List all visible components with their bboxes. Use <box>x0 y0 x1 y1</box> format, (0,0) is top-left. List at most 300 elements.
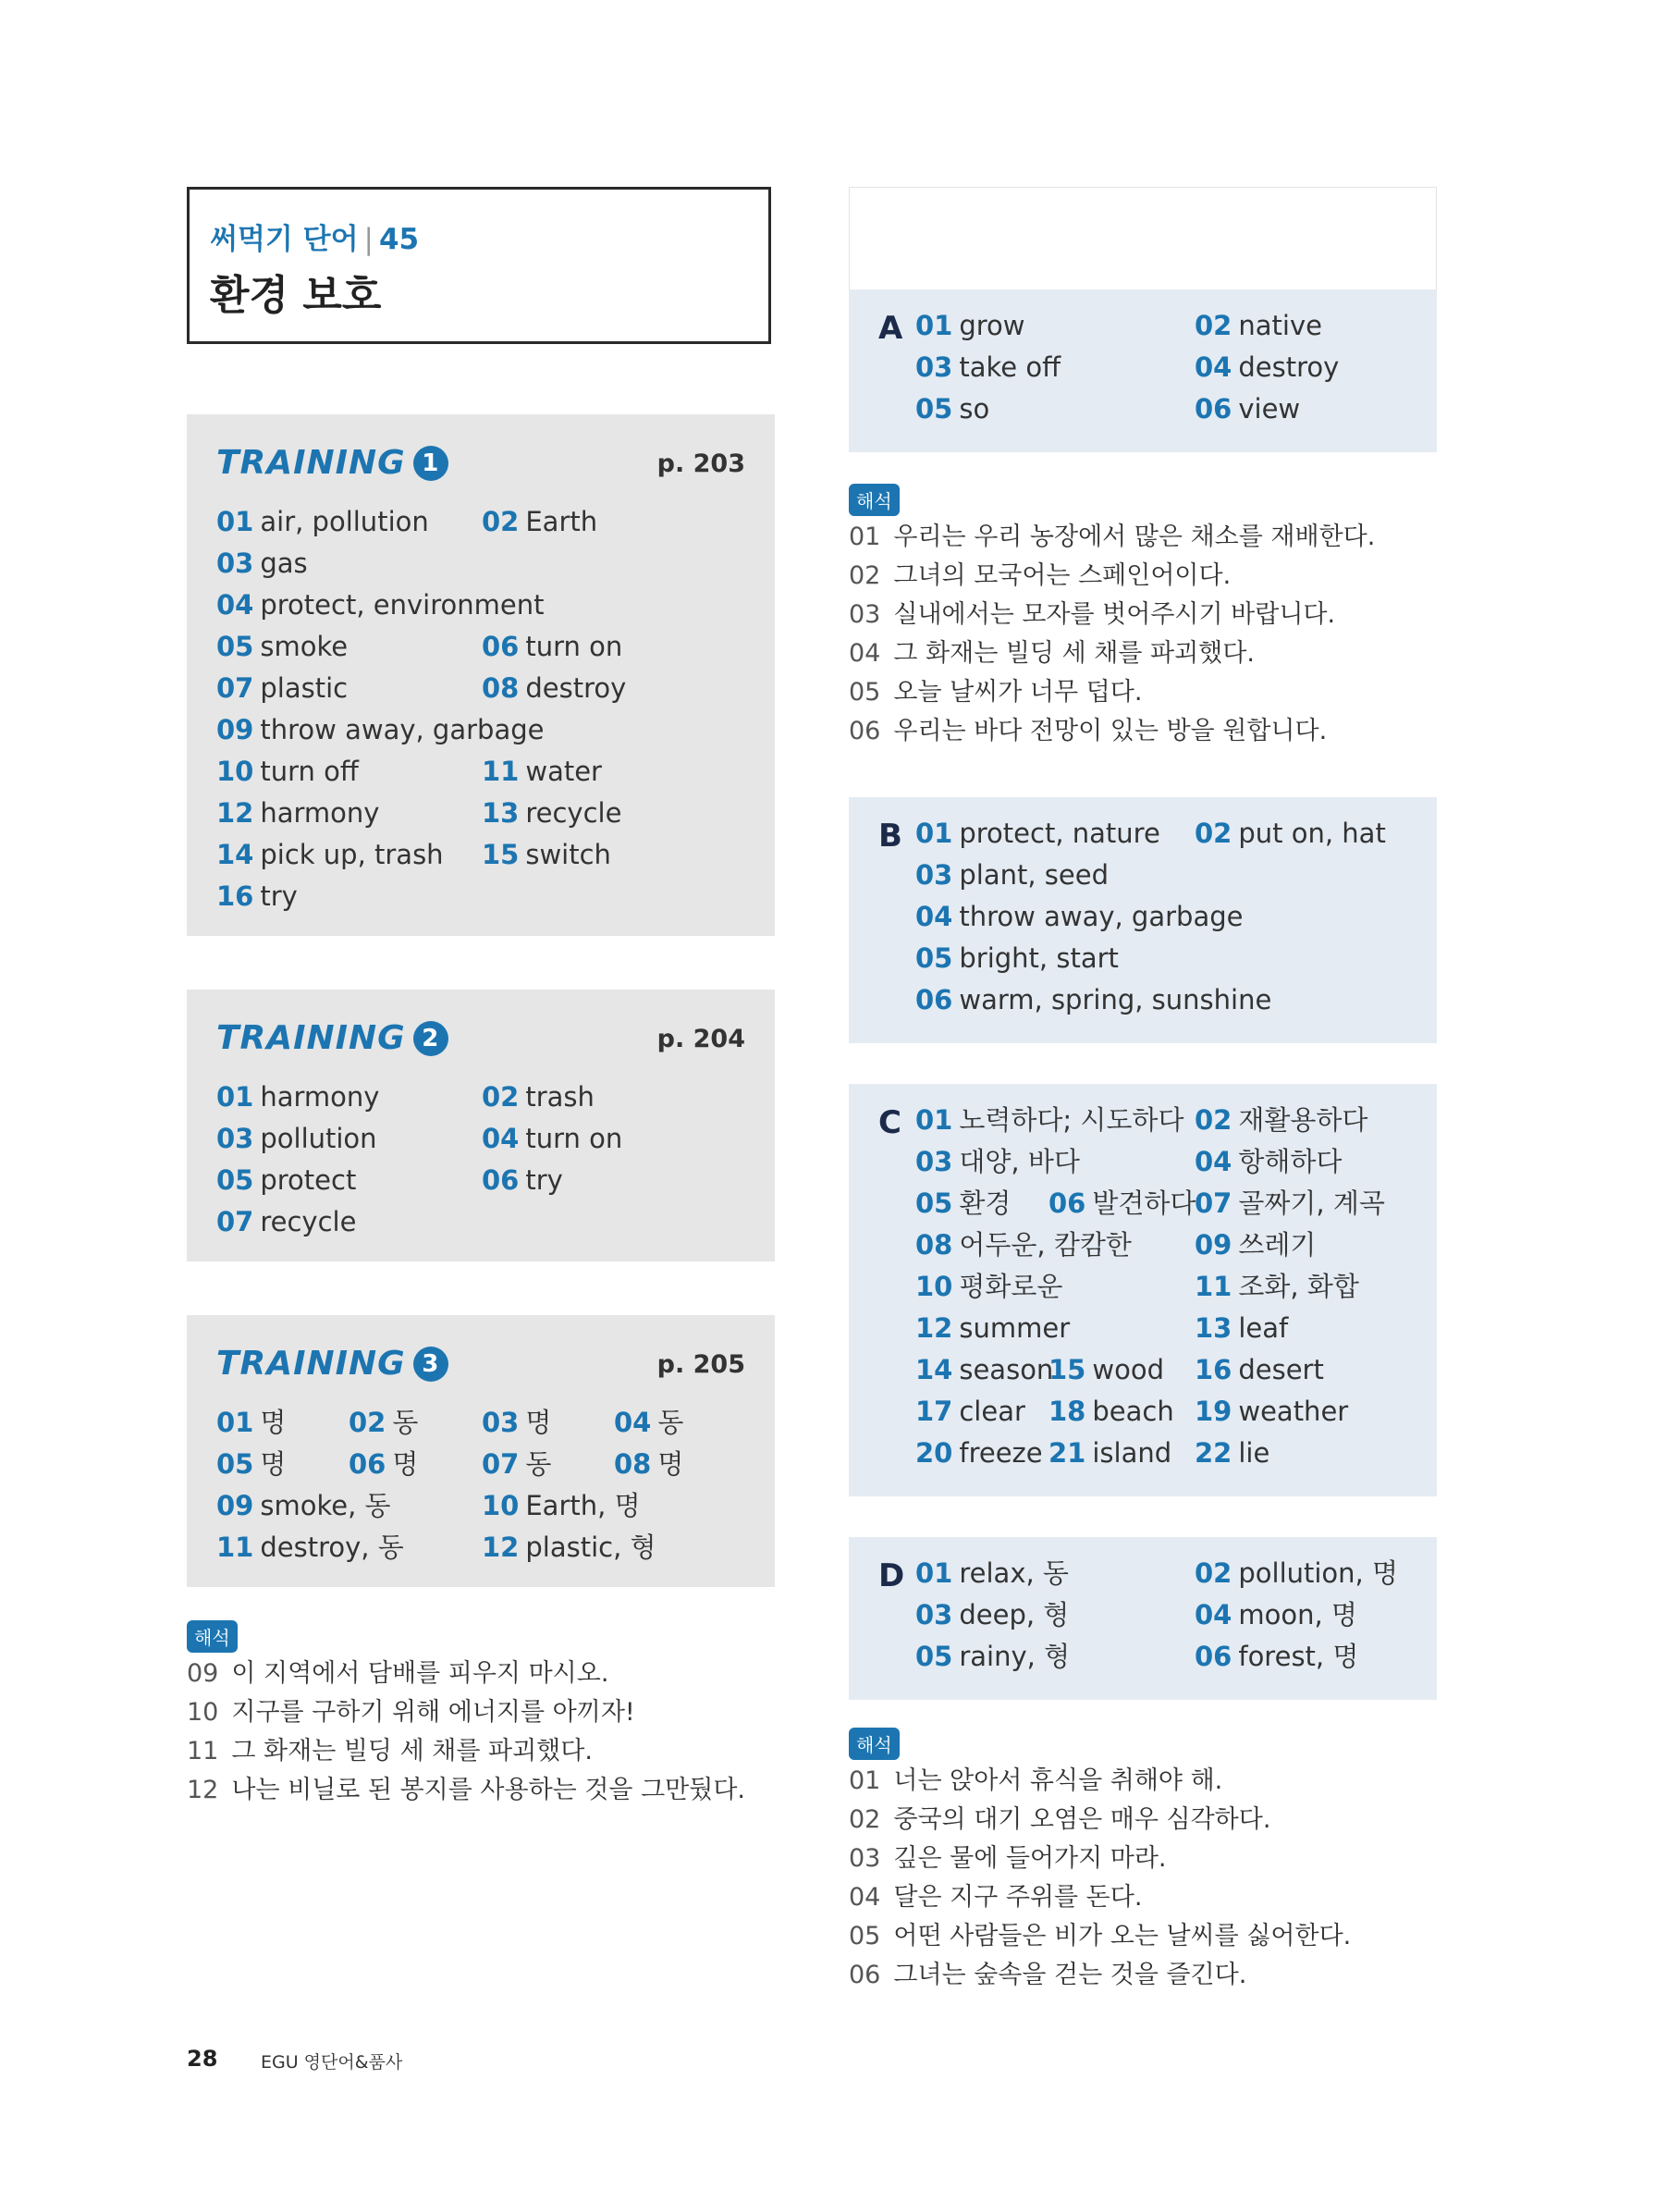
answer-item <box>1195 813 1474 855</box>
answer-text: 재활용하다 <box>1238 1104 1368 1136</box>
answer-item <box>1195 855 1474 896</box>
answer-item <box>1195 1636 1474 1678</box>
answer-item <box>216 1444 349 1485</box>
answer-number: 05 <box>915 1187 953 1219</box>
translation-text: 오늘 날씨가 너무 덥다. <box>893 678 1143 707</box>
translation-number: 01 <box>849 523 881 551</box>
answer-text: 발견하다 <box>1092 1187 1196 1219</box>
answer-number: 10 <box>216 756 254 787</box>
answer-item <box>216 709 545 751</box>
answer-text: season <box>959 1354 1054 1385</box>
answer-item <box>216 501 482 543</box>
answer-item <box>482 1077 747 1118</box>
answer-number: 03 <box>482 1407 520 1438</box>
answer-text: view <box>1238 393 1301 424</box>
answer-number: 12 <box>482 1532 520 1563</box>
section-d-answers <box>915 1553 1474 1678</box>
answer-number: 02 <box>1195 310 1232 341</box>
answer-item <box>216 1160 482 1201</box>
answer-number: 01 <box>216 506 254 537</box>
answer-item <box>915 1594 1195 1636</box>
answer-item <box>915 305 1195 347</box>
translation-number: 09 <box>187 1659 219 1688</box>
answer-item <box>216 876 482 917</box>
answer-number: 04 <box>482 1123 520 1154</box>
answer-text: desert <box>1238 1354 1324 1385</box>
translation-text: 중국의 대기 오염은 매우 심각하다. <box>893 1805 1271 1834</box>
book-title: EGU 영단어&품사 <box>261 2052 403 2073</box>
answer-text: 환경 <box>959 1187 1012 1219</box>
section-a-answers <box>915 305 1474 430</box>
answer-text: water <box>525 756 602 787</box>
translation-number: 10 <box>187 1698 219 1727</box>
answer-item <box>915 1349 1054 1391</box>
answer-item <box>1195 305 1474 347</box>
answer-number: 08 <box>482 672 520 704</box>
answer-text: Earth, 명 <box>525 1490 641 1521</box>
answer-number: 10 <box>482 1490 520 1521</box>
answer-text: throw away, garbage <box>959 901 1244 932</box>
answer-number: 06 <box>915 984 953 1015</box>
training-3-number: 3 <box>413 1347 448 1382</box>
answer-number: 16 <box>1195 1354 1232 1385</box>
training-2-logo <box>216 1019 448 1057</box>
training-3-row-2 <box>216 1444 747 1485</box>
answer-item <box>915 1636 1195 1678</box>
answer-number: 06 <box>349 1448 386 1480</box>
answer-text: warm, spring, sunshine <box>959 984 1272 1015</box>
answer-text: plant, seed <box>959 859 1109 891</box>
answer-item <box>915 388 1195 430</box>
translation-number: 11 <box>187 1737 219 1766</box>
answer-item <box>915 1224 1132 1266</box>
answer-item <box>1195 979 1474 1021</box>
answer-number: 05 <box>216 1448 254 1480</box>
answer-number: 01 <box>915 1557 953 1589</box>
answer-item <box>482 751 747 793</box>
translation-line <box>187 1693 635 1732</box>
answer-item <box>482 543 747 584</box>
answer-item <box>1195 1224 1474 1266</box>
answer-text: native <box>1238 310 1322 341</box>
answer-item <box>349 1444 482 1485</box>
translation-line <box>849 1801 1270 1839</box>
training-1-logo-text: TRAINING <box>216 444 406 482</box>
training-3-answers <box>216 1485 747 1569</box>
answer-item <box>482 1402 614 1444</box>
section-b-letter: B <box>878 818 902 855</box>
answer-text: gas <box>260 548 308 579</box>
answer-number: 13 <box>1195 1312 1232 1344</box>
answer-item <box>482 626 747 668</box>
answer-item <box>216 626 482 668</box>
training-1-page: p. 203 <box>656 449 745 478</box>
answer-number: 01 <box>216 1407 254 1438</box>
answer-item <box>915 1553 1195 1594</box>
translation-line <box>849 1956 1246 1995</box>
answer-text: relax, 동 <box>959 1557 1069 1589</box>
translation-text: 그녀의 모국어는 스페인어이다. <box>893 561 1232 590</box>
answer-text: leaf <box>1238 1312 1289 1344</box>
title-kicker: 써먹기 단어 | 45 <box>210 223 420 256</box>
answer-text: turn on <box>525 1123 623 1154</box>
answer-item <box>216 1118 482 1160</box>
answer-text: island <box>1092 1437 1172 1469</box>
training-2-box <box>187 990 775 1261</box>
training-3-logo <box>216 1345 448 1383</box>
section-c-letter: C <box>878 1104 901 1141</box>
translation-line <box>187 1655 608 1693</box>
answer-text: clear <box>959 1396 1025 1427</box>
answer-number: 05 <box>915 942 953 974</box>
training-2-number: 2 <box>413 1021 448 1056</box>
answer-text: pollution, 명 <box>1238 1557 1399 1589</box>
answer-text: 명 <box>657 1448 684 1480</box>
answer-text: wood <box>1092 1354 1164 1385</box>
translation-line <box>849 673 1142 712</box>
translation-text: 달은 지구 주위를 돈다. <box>893 1883 1143 1912</box>
answer-item <box>915 1183 1048 1224</box>
answer-text: air, pollution <box>260 506 429 537</box>
answer-text: pick up, trash <box>260 839 444 870</box>
answer-number: 03 <box>915 351 953 383</box>
translation-number: 04 <box>849 639 881 668</box>
answer-item <box>915 813 1195 855</box>
answer-item <box>1195 1141 1474 1183</box>
answer-item <box>482 793 747 834</box>
answer-number: 05 <box>216 1164 254 1196</box>
translation-text: 그 화재는 빌딩 세 채를 파괴했다. <box>893 639 1255 668</box>
answer-text: destroy <box>1238 351 1340 383</box>
answer-item <box>1195 1266 1474 1308</box>
answer-text: harmony <box>260 797 380 829</box>
training-3-page: p. 205 <box>656 1350 745 1379</box>
translation-line <box>849 634 1255 673</box>
answer-item <box>1195 1553 1474 1594</box>
answer-item <box>1048 1266 1195 1308</box>
answer-text: put on, hat <box>1238 818 1386 849</box>
answer-text: harmony <box>260 1081 380 1113</box>
answer-text: so <box>959 393 990 424</box>
answer-item <box>482 1444 614 1485</box>
answer-text: turn on <box>525 631 623 662</box>
answer-item <box>1048 1224 1195 1266</box>
answer-item <box>216 751 482 793</box>
translation-text: 우리는 우리 농장에서 많은 채소를 재배한다. <box>893 523 1376 551</box>
answer-item <box>1195 1100 1474 1141</box>
training-3-logo-text: TRAINING <box>216 1345 406 1383</box>
answer-number: 09 <box>1195 1229 1232 1261</box>
answer-number: 01 <box>915 1104 953 1136</box>
translation-number: 03 <box>849 600 881 629</box>
translation-line <box>849 1839 1167 1878</box>
answer-number: 10 <box>915 1271 953 1302</box>
answer-number: 06 <box>482 631 520 662</box>
section-b-answers <box>915 813 1474 1021</box>
answer-text: smoke, 동 <box>260 1490 391 1521</box>
answer-number: 06 <box>1195 393 1232 424</box>
translation-number: 03 <box>849 1844 881 1873</box>
translation-text: 실내에서는 모자를 벗어주시기 바랍니다. <box>893 600 1336 629</box>
answer-text: 명 <box>260 1448 287 1480</box>
section-d-letter: D <box>878 1557 905 1594</box>
answer-item <box>1048 1100 1195 1141</box>
translation-line <box>849 557 1231 596</box>
answer-text: plastic, 형 <box>525 1532 656 1563</box>
translation-text: 그녀는 숲속을 걷는 것을 즐긴다. <box>893 1961 1247 1989</box>
answer-text: protect, environment <box>260 589 545 621</box>
training-1-logo <box>216 444 448 482</box>
translation-line <box>187 1732 593 1771</box>
training-3-box <box>187 1315 775 1587</box>
answer-item <box>1195 896 1474 938</box>
training-2-answers <box>216 1077 747 1243</box>
answer-item <box>482 668 747 709</box>
answer-item <box>1048 1308 1195 1349</box>
answer-text: 명 <box>392 1448 419 1480</box>
translation-line <box>187 1771 745 1810</box>
answer-text: 동 <box>392 1407 419 1438</box>
answer-item <box>1195 347 1474 388</box>
translation-number: 02 <box>849 1805 881 1834</box>
answer-text: 명 <box>525 1407 552 1438</box>
answer-text: pollution <box>260 1123 377 1154</box>
answer-number: 18 <box>1048 1396 1086 1427</box>
answer-number: 01 <box>915 818 953 849</box>
answer-number: 07 <box>216 672 254 704</box>
answer-text: take off <box>959 351 1061 383</box>
answer-number: 11 <box>216 1532 254 1563</box>
translation-badge-left: 해석 <box>187 1620 238 1653</box>
answer-text: 쓰레기 <box>1238 1229 1317 1261</box>
title-number: 45 <box>378 223 420 256</box>
translation-text: 나는 비닐로 된 봉지를 사용하는 것을 그만뒀다. <box>231 1776 745 1804</box>
section-d-box <box>849 1537 1437 1700</box>
answer-text: plastic <box>260 672 349 704</box>
answer-number: 19 <box>1195 1396 1232 1427</box>
answer-item <box>1195 938 1474 979</box>
answer-number: 20 <box>915 1437 953 1469</box>
translation-number: 06 <box>849 717 881 745</box>
answer-item <box>216 1527 482 1569</box>
answer-number: 02 <box>349 1407 386 1438</box>
translation-text: 그 화재는 빌딩 세 채를 파괴했다. <box>231 1737 593 1766</box>
answer-number: 11 <box>482 756 520 787</box>
answer-number: 08 <box>614 1448 652 1480</box>
answer-item <box>1048 1349 1195 1391</box>
answer-item <box>614 1444 747 1485</box>
answer-number: 22 <box>1195 1437 1232 1469</box>
answer-text: 동 <box>657 1407 684 1438</box>
answer-text: beach <box>1092 1396 1174 1427</box>
answer-number: 05 <box>216 631 254 662</box>
answer-number: 07 <box>482 1448 520 1480</box>
answer-number: 15 <box>482 839 520 870</box>
answer-item <box>349 1402 482 1444</box>
answer-item <box>482 1527 747 1569</box>
translation-text: 너는 앉아서 휴식을 취해야 해. <box>893 1766 1223 1795</box>
translation-text: 우리는 바다 전망이 있는 방을 원합니다. <box>893 717 1328 745</box>
answer-text: Earth <box>525 506 598 537</box>
answer-number: 16 <box>216 880 254 912</box>
answer-item <box>915 1433 1048 1474</box>
title-box <box>187 187 771 344</box>
translation-text: 지구를 구하기 위해 에너지를 아끼자! <box>231 1698 635 1727</box>
training-2-logo-text: TRAINING <box>216 1019 406 1057</box>
answer-text: protect <box>260 1164 357 1196</box>
answer-text: recycle <box>525 797 622 829</box>
answer-number: 03 <box>915 1146 953 1177</box>
translation-line <box>849 1762 1222 1801</box>
answer-number: 14 <box>915 1354 953 1385</box>
translation-line <box>849 596 1335 634</box>
answer-text: weather <box>1238 1396 1349 1427</box>
answer-number: 04 <box>1195 351 1232 383</box>
translation-text: 어떤 사람들은 비가 오는 날씨를 싫어한다. <box>893 1922 1352 1950</box>
training-1-box <box>187 414 775 936</box>
answer-number: 04 <box>614 1407 652 1438</box>
answer-item <box>915 938 1195 979</box>
answer-number: 07 <box>1195 1187 1232 1219</box>
translation-number: 12 <box>187 1776 219 1804</box>
answer-text: freeze <box>959 1437 1043 1469</box>
answer-item <box>216 1402 349 1444</box>
training-1-answers <box>216 501 747 917</box>
answer-item <box>482 1160 747 1201</box>
answer-item <box>482 709 747 751</box>
page-number: 28 <box>187 2046 218 2072</box>
answer-number: 06 <box>482 1164 520 1196</box>
answer-item <box>1048 1391 1195 1433</box>
training-2-page: p. 204 <box>656 1025 745 1053</box>
answer-number: 03 <box>915 1599 953 1630</box>
answer-header-area <box>849 187 1437 290</box>
page-title: 환경 보호 <box>210 272 382 319</box>
answer-item <box>216 793 482 834</box>
answer-number: 06 <box>1048 1187 1086 1219</box>
answer-item <box>915 1308 1071 1349</box>
answer-text: deep, 형 <box>959 1599 1070 1630</box>
answer-item <box>1195 1391 1474 1433</box>
answer-text: turn off <box>260 756 359 787</box>
answer-item <box>216 834 482 876</box>
title-kicker-text: 써먹기 단어 <box>210 223 359 256</box>
answer-text: bright, start <box>959 942 1119 974</box>
answer-text: trash <box>525 1081 595 1113</box>
answer-item <box>915 1100 1184 1141</box>
answer-item <box>216 1485 482 1527</box>
answer-item <box>915 1266 1063 1308</box>
translation-badge-d: 해석 <box>849 1728 900 1760</box>
answer-item <box>482 834 747 876</box>
section-a-box <box>849 289 1437 452</box>
answer-item <box>915 1141 1080 1183</box>
answer-number: 12 <box>216 797 254 829</box>
answer-text: 명 <box>260 1407 287 1438</box>
answer-text: 평화로운 <box>959 1271 1063 1302</box>
section-b-box <box>849 797 1437 1043</box>
answer-text: moon, 명 <box>1238 1599 1357 1630</box>
answer-number: 02 <box>1195 1557 1232 1589</box>
translation-number: 01 <box>849 1766 881 1795</box>
section-c-answers <box>915 1100 1474 1474</box>
answer-number: 09 <box>216 1490 254 1521</box>
answer-text: destroy, 동 <box>260 1532 404 1563</box>
translation-number: 02 <box>849 561 881 590</box>
answer-item <box>216 1077 482 1118</box>
answer-item <box>1048 1183 1195 1224</box>
answer-text: 동 <box>525 1448 552 1480</box>
answer-number: 03 <box>216 1123 254 1154</box>
answer-number: 09 <box>216 714 254 745</box>
answer-item <box>482 1118 747 1160</box>
answer-text: protect, nature <box>959 818 1160 849</box>
translation-text: 이 지역에서 담배를 피우지 마시오. <box>231 1659 609 1688</box>
answer-number: 21 <box>1048 1437 1086 1469</box>
answer-number: 03 <box>216 548 254 579</box>
translation-line <box>849 1878 1142 1917</box>
answer-number: 05 <box>915 393 953 424</box>
answer-item <box>216 584 545 626</box>
answer-text: summer <box>959 1312 1071 1344</box>
answer-number: 06 <box>1195 1641 1232 1672</box>
answer-number: 03 <box>915 859 953 891</box>
answer-number: 05 <box>915 1641 953 1672</box>
answer-item <box>614 1402 747 1444</box>
answer-item <box>482 1485 747 1527</box>
answer-item <box>1048 1141 1195 1183</box>
translation-number: 06 <box>849 1961 881 1989</box>
answer-item <box>915 855 1195 896</box>
section-c-box <box>849 1084 1437 1496</box>
answer-number: 02 <box>482 506 520 537</box>
answer-number: 14 <box>216 839 254 870</box>
answer-number: 08 <box>915 1229 953 1261</box>
answer-item <box>1195 1308 1474 1349</box>
answer-number: 17 <box>915 1396 953 1427</box>
translation-line <box>849 1917 1351 1956</box>
answer-number: 04 <box>1195 1146 1232 1177</box>
answer-item <box>482 584 747 626</box>
answer-item <box>915 979 1272 1021</box>
answer-text: try <box>525 1164 563 1196</box>
translation-badge-a: 해석 <box>849 484 900 516</box>
answer-item <box>915 1391 1048 1433</box>
answer-text: 대양, 바다 <box>959 1146 1080 1177</box>
answer-item <box>915 896 1244 938</box>
translation-line <box>849 712 1327 751</box>
answer-text: 골짜기, 계곡 <box>1238 1187 1385 1219</box>
answer-number: 02 <box>1195 818 1232 849</box>
translation-line <box>849 518 1375 557</box>
answer-text: forest, 명 <box>1238 1641 1359 1672</box>
answer-number: 15 <box>1048 1354 1086 1385</box>
answer-item <box>216 543 482 584</box>
answer-number: 02 <box>1195 1104 1232 1136</box>
answer-item <box>1195 388 1474 430</box>
answer-item <box>1195 1594 1474 1636</box>
answer-number: 04 <box>216 589 254 621</box>
answer-text: 노력하다; 시도하다 <box>959 1104 1184 1136</box>
translation-text: 깊은 물에 들어가지 마라. <box>893 1844 1167 1873</box>
answer-item <box>216 1201 482 1243</box>
answer-number: 13 <box>482 797 520 829</box>
answer-item <box>482 501 747 543</box>
answer-number: 02 <box>482 1081 520 1113</box>
answer-text: recycle <box>260 1206 357 1237</box>
answer-text: switch <box>525 839 611 870</box>
answer-number: 04 <box>915 901 953 932</box>
